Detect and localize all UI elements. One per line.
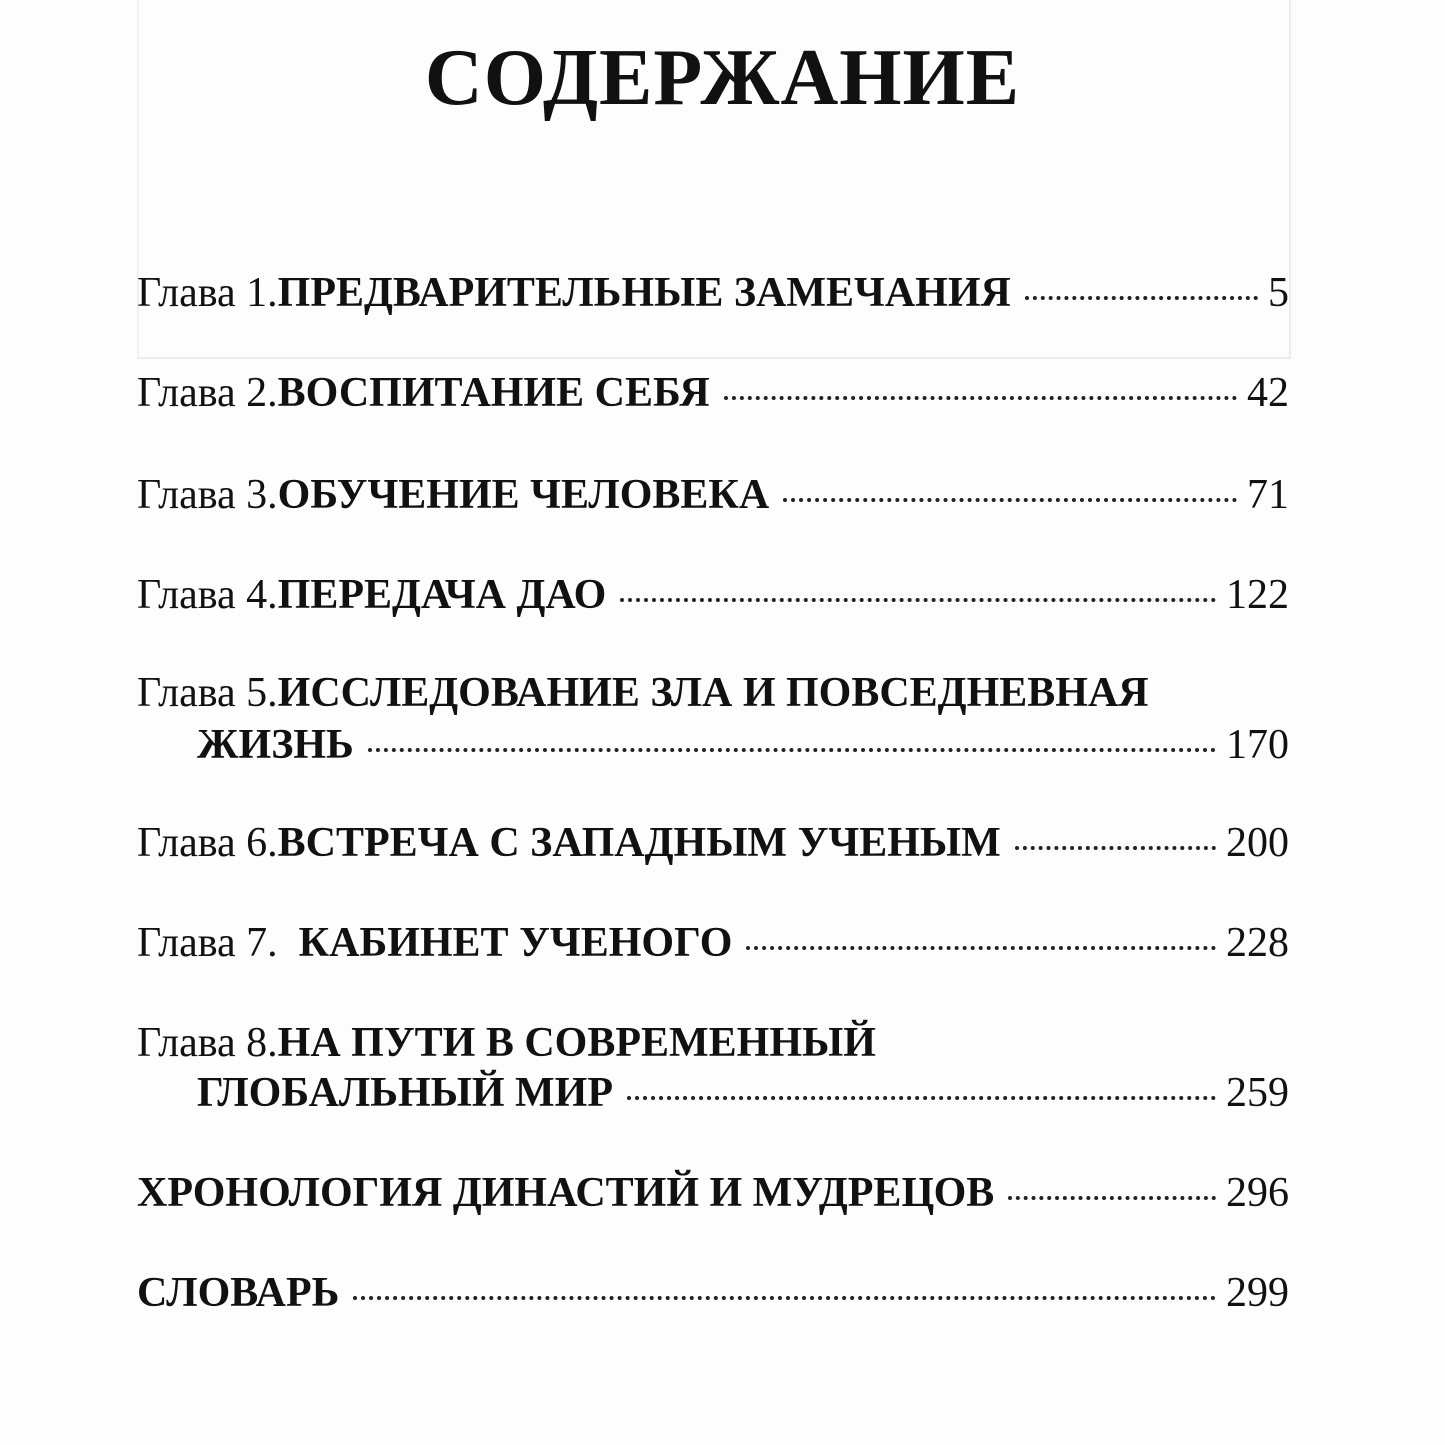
toc-entry-chapter-4 bbox=[137, 574, 1289, 616]
toc-entry-page: 200 bbox=[1226, 820, 1289, 866]
toc-entry-title: КАБИНЕТ УЧЕНОГО bbox=[298, 920, 733, 966]
toc-entry-page: 296 bbox=[1226, 1170, 1289, 1216]
toc-entry-glossary bbox=[137, 1272, 1289, 1314]
toc-entry-page: 170 bbox=[1226, 722, 1289, 768]
toc-entry-chapter-3 bbox=[137, 474, 1289, 516]
dot-leader bbox=[746, 946, 1216, 950]
toc-entry-chapter-6 bbox=[137, 822, 1289, 864]
toc-entry-prefix: Глава 7. bbox=[137, 920, 299, 966]
page-title: СОДЕРЖАНИЕ bbox=[424, 34, 1021, 122]
dot-leader bbox=[724, 396, 1237, 400]
toc-entry-page: 228 bbox=[1226, 920, 1289, 966]
toc-entry-page: 42 bbox=[1247, 370, 1289, 416]
toc-entry-title: ВСТРЕЧА С ЗАПАДНЫМ УЧЕНЫМ bbox=[277, 820, 1001, 866]
toc-entry-title: ВОСПИТАНИЕ СЕБЯ bbox=[277, 370, 710, 416]
toc-entry-chronology bbox=[137, 1172, 1289, 1214]
toc-entry-prefix: Глава 3. bbox=[137, 472, 278, 518]
toc-entry-title: ИССЛЕДОВАНИЕ ЗЛА И ПОВСЕДНЕВНАЯ bbox=[277, 670, 1149, 716]
toc-entry-prefix: Глава 6. bbox=[137, 820, 278, 866]
toc-entry-page: 299 bbox=[1226, 1270, 1289, 1316]
dot-leader bbox=[1025, 296, 1258, 300]
toc-entry-chapter-5 bbox=[137, 672, 1289, 714]
toc-entry-title: ПРЕДВАРИТЕЛЬНЫЕ ЗАМЕЧАНИЯ bbox=[277, 270, 1011, 316]
toc-entry-page: 5 bbox=[1268, 270, 1289, 316]
toc-entry-page: 122 bbox=[1226, 572, 1289, 618]
toc-entry-prefix: Глава 2. bbox=[137, 370, 278, 416]
toc-entry-page: 259 bbox=[1226, 1070, 1289, 1116]
toc-entry-prefix: Глава 1. bbox=[137, 270, 278, 316]
toc-entry-title: ПЕРЕДАЧА ДАО bbox=[277, 572, 607, 618]
dot-leader bbox=[368, 748, 1216, 752]
toc-entry-title-continued: ГЛОБАЛЬНЫЙ МИР bbox=[197, 1070, 614, 1116]
toc-entry-title: СЛОВАРЬ bbox=[137, 1270, 340, 1316]
toc-entry-title: НА ПУТИ В СОВРЕМЕННЫЙ bbox=[277, 1020, 876, 1066]
toc-entry-title: ОБУЧЕНИЕ ЧЕЛОВЕКА bbox=[277, 472, 770, 518]
toc-entry-prefix: Глава 8. bbox=[137, 1020, 278, 1066]
toc-entry-page: 71 bbox=[1247, 472, 1289, 518]
toc-entry-chapter-1 bbox=[137, 272, 1289, 314]
toc-entry-title: ХРОНОЛОГИЯ ДИНАСТИЙ И МУДРЕЦОВ bbox=[137, 1170, 995, 1216]
toc-entry-chapter-2 bbox=[137, 372, 1289, 414]
toc-entry-prefix: Глава 5. bbox=[137, 670, 278, 716]
dot-leader bbox=[1015, 846, 1216, 850]
toc-entry-chapter-7 bbox=[137, 922, 1289, 964]
toc-entry-prefix: Глава 4. bbox=[137, 572, 278, 618]
dot-leader bbox=[353, 1296, 1216, 1300]
toc-entry-chapter-5-continued bbox=[137, 724, 1289, 766]
dot-leader bbox=[627, 1096, 1216, 1100]
toc-entry-chapter-8-continued bbox=[137, 1072, 1289, 1114]
toc-entry-chapter-8 bbox=[137, 1022, 1289, 1064]
toc-entry-title-continued: ЖИЗНЬ bbox=[197, 722, 354, 768]
dot-leader bbox=[620, 598, 1216, 602]
dot-leader bbox=[783, 498, 1237, 502]
dot-leader bbox=[1008, 1196, 1216, 1200]
